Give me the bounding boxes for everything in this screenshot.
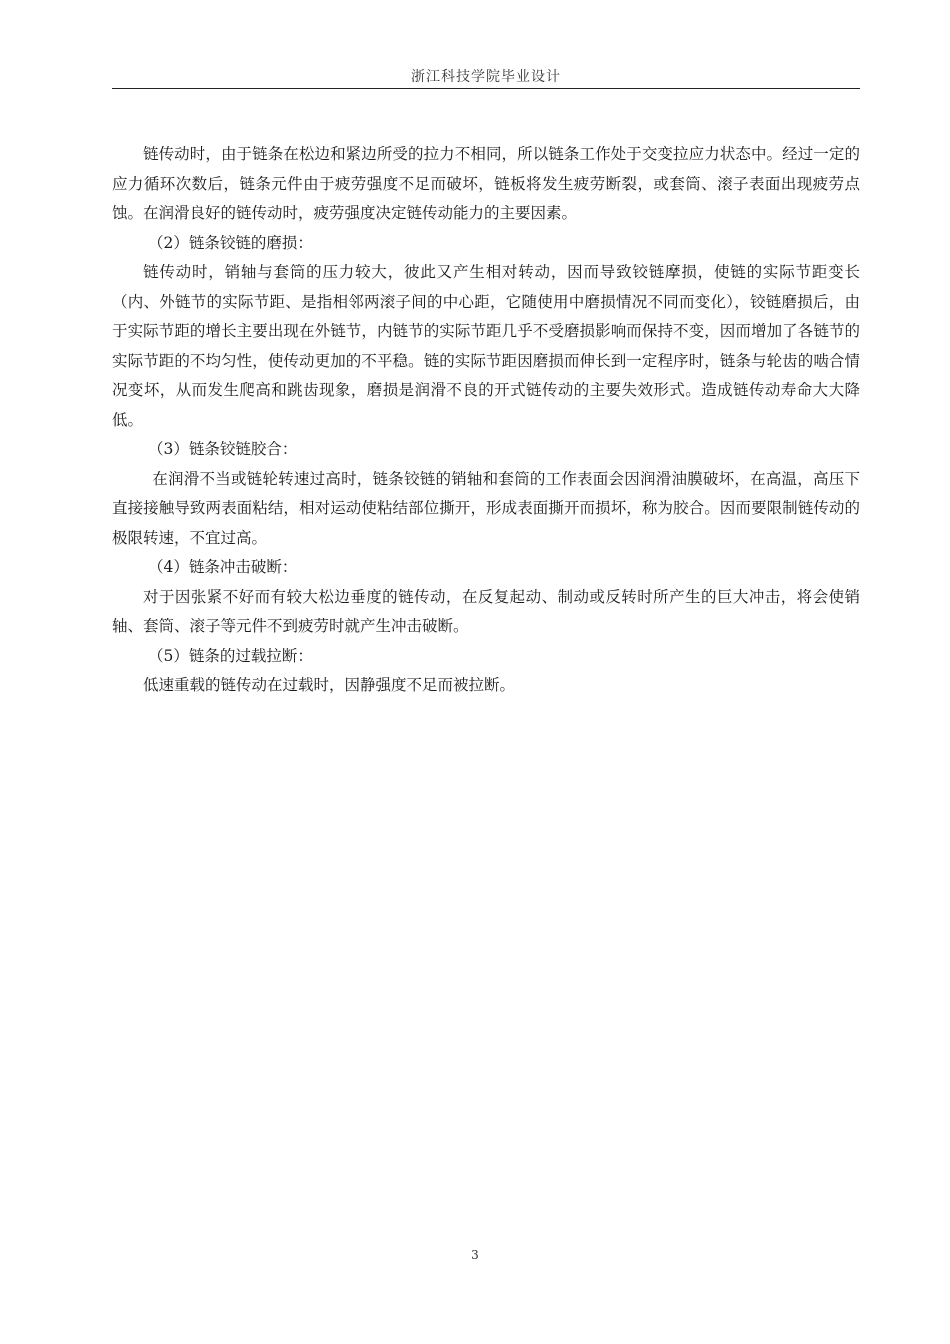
document-body — [112, 140, 860, 701]
heading-impact-fracture: （4）链条冲击破断： — [148, 558, 298, 576]
heading-overload-fracture: （5）链条的过载拉断： — [148, 646, 313, 665]
paragraph-impact-fracture: 对于因张紧不好而有较大松边垂度的链传动，在反复起动、制动或反转时所产生的巨大冲击，将会使销轴、套筒、滚子等元件不到疲劳时就产生冲击破断。 — [112, 587, 860, 635]
heading-hinge-gluing: （3）链条铰链胶合： — [148, 440, 298, 458]
page-number: 3 — [471, 1248, 479, 1262]
paragraph-hinge-wear: 链传动时，销轴与套筒的压力较大，彼此又产生相对转动，因而导致铰链摩损，使链的实际节距变长（内、外链节的实际节距、是指相邻两滚子间的中心距，它随使用中磨损情况不同而变化），铰链磨损后，由于实际节距的增长主要出现在外链节，内链节的实际节距几乎不受磨损影响而保持不变，因而增加了各链节的实际节距的不均匀性，使传动更加的不平稳。链的实际节距因磨损而伸长到一定程序时，链条与轮齿的啮合情况变坏，从而发生爬高和跳齿现象，磨损是润滑不良的开式链传动的主要失效形式。造成链传动寿命大大降低。 — [112, 263, 860, 429]
page-header-title: 浙江科技学院毕业设计 — [411, 69, 561, 85]
heading-hinge-wear: （2）链条铰链的磨损： — [148, 233, 313, 252]
paragraph-hinge-gluing: 在润滑不当或链轮转速过高时，链条铰链的销轴和套筒的工作表面会因润滑油膜破坏，在高温，高压下直接接触导致两表面粘结，相对运动使粘结部位撕开，形成表面撕开而损坏，称为胶合。因而要限制链传动的极限转速，不宜过高。 — [112, 469, 860, 547]
header-divider — [112, 88, 860, 89]
paragraph-fatigue-failure: 链传动时，由于链条在松边和紧边所受的拉力不相同，所以链条工作处于交变拉应力状态中。经过一定的应力循环次数后，链条元件由于疲劳强度不足而破坏，链板将发生疲劳断裂，或套筒、滚子表面出现疲劳点蚀。在润滑良好的链传动时，疲劳强度决定链传动能力的主要因素。 — [112, 145, 860, 222]
paragraph-overload-fracture: 低速重载的链传动在过载时，因静强度不足而被拉断。 — [143, 676, 516, 694]
